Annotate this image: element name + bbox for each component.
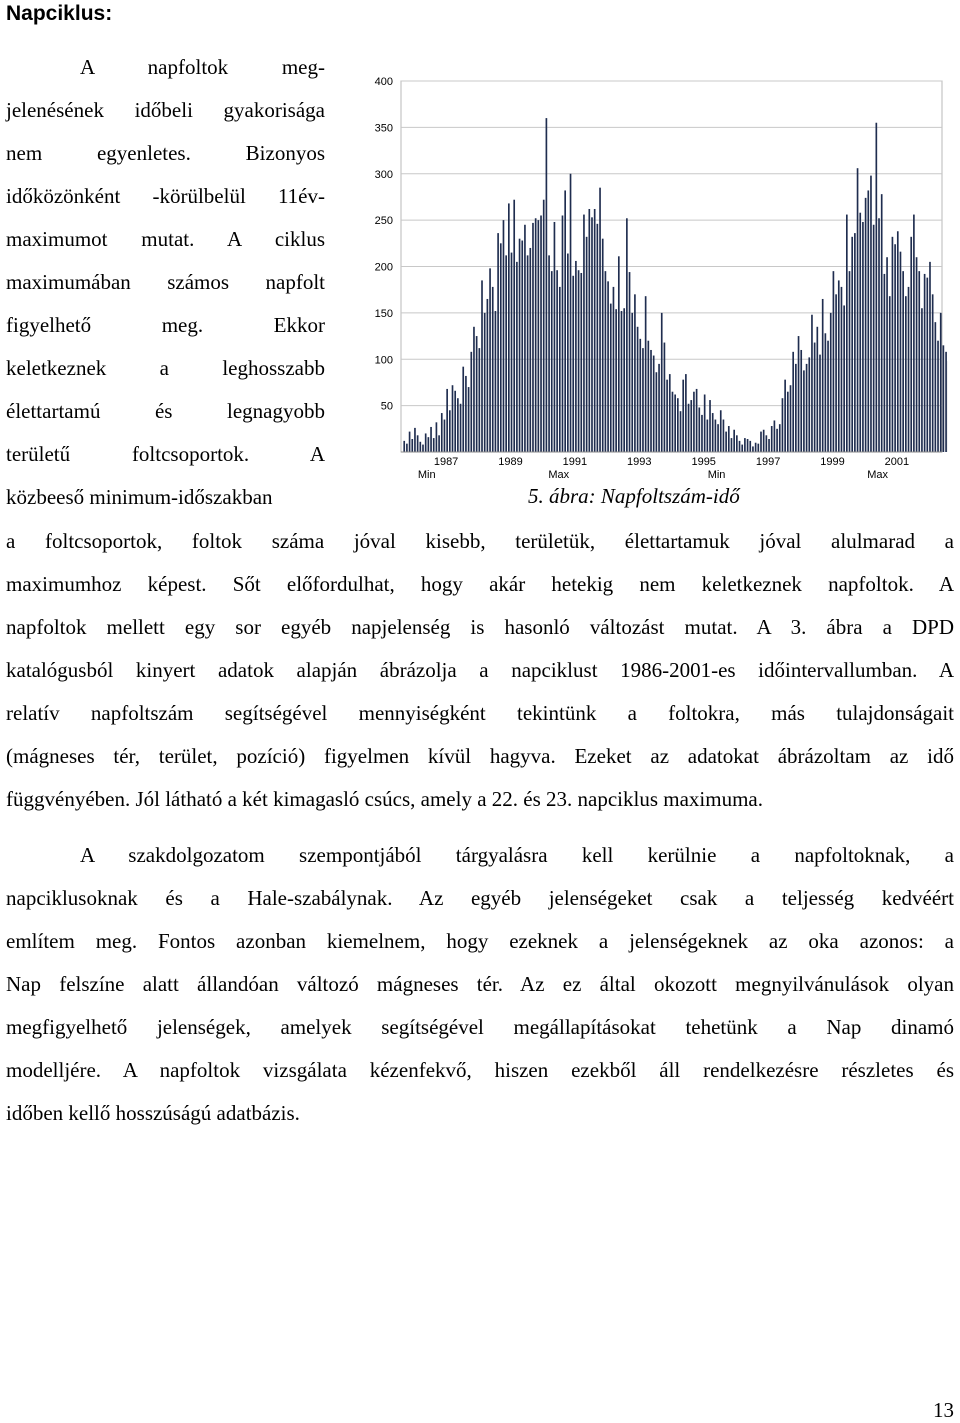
chart-bar: [597, 224, 599, 452]
chart-bar: [739, 441, 741, 452]
chart-bar: [658, 364, 660, 452]
chart-bar: [908, 287, 910, 452]
chart-bar: [876, 123, 878, 452]
chart-bar: [881, 194, 883, 452]
chart-bar: [696, 389, 698, 452]
chart-bar: [438, 435, 440, 452]
chart-bar: [744, 438, 746, 452]
figure-caption: 5. ábra: Napfoltszám-idő: [528, 484, 740, 509]
chart-bar: [478, 348, 480, 452]
x-tick-label: 1987: [434, 456, 458, 468]
chart-bar: [543, 200, 545, 452]
chart-bar: [666, 380, 668, 452]
chart-bar: [910, 237, 912, 452]
chart-bar: [859, 213, 861, 452]
paragraph2-line: A szakdolgozatom szempontjából tárgyalásra kell kerülnie a napfoltoknak, a: [6, 834, 954, 877]
sunspot-chart-svg: [368, 72, 948, 484]
chart-bar: [867, 190, 869, 452]
intro-line: közbeeső minimum-időszakban: [6, 480, 325, 523]
chart-bar: [800, 350, 802, 452]
chart-bar: [556, 270, 558, 452]
chart-bar: [572, 276, 574, 452]
chart-bar: [610, 304, 612, 452]
chart-bar: [806, 364, 808, 452]
paragraph2-line: modelljére. A napfoltok vizsgálata kézenfekvő, hiszen ezekből áll rendelkezésre részletes és: [6, 1049, 954, 1092]
y-tick-label: 300: [375, 169, 393, 181]
paragraph2-line: Nap felszíne alatt állandóan változó mágneses tér. Az ez által okozott megnyilvánulások olyan: [6, 963, 954, 1006]
phase-label: Max: [867, 469, 888, 481]
chart-bar: [693, 392, 695, 452]
y-tick-label: 350: [375, 122, 393, 134]
chart-bar: [819, 355, 821, 452]
chart-bar: [664, 343, 666, 452]
chart-bar: [529, 248, 531, 452]
chart-bar: [538, 220, 540, 452]
chart-bar: [505, 255, 507, 452]
intro-line: élettartamú és legnagyobb: [6, 394, 325, 437]
intro-line: A napfoltok meg-: [6, 50, 325, 93]
chart-bar: [757, 444, 759, 452]
chart-bar: [476, 336, 478, 452]
y-tick-label: 250: [375, 215, 393, 227]
x-tick-label: 1999: [820, 456, 844, 468]
y-tick-label: 50: [381, 401, 393, 413]
chart-bar: [527, 255, 529, 452]
chart-bar: [605, 271, 607, 452]
chart-bar: [642, 348, 644, 452]
chart-bar: [519, 239, 521, 452]
chart-bar: [508, 203, 510, 452]
chart-bar: [747, 439, 749, 452]
chart-bar: [766, 435, 768, 452]
chart-bar: [481, 280, 483, 452]
chart-bar: [637, 327, 639, 452]
chart-bar: [816, 327, 818, 452]
chart-bar: [792, 352, 794, 452]
chart-bar: [841, 287, 843, 452]
chart-bar: [795, 364, 797, 452]
intro-line: területű foltcsoportok. A: [6, 437, 325, 480]
chart-bar: [559, 287, 561, 452]
chart-bar: [674, 394, 676, 452]
chart-bar: [409, 432, 411, 452]
chart-bar: [798, 336, 800, 452]
chart-bar: [731, 438, 733, 452]
chart-bar: [540, 215, 542, 452]
chart-bar: [929, 262, 931, 452]
chart-bar: [878, 218, 880, 452]
x-tick-label: 1991: [563, 456, 587, 468]
chart-bar: [406, 444, 408, 452]
chart-bar: [892, 237, 894, 452]
y-tick-label: 200: [375, 262, 393, 274]
chart-bar: [835, 294, 837, 452]
chart-bar: [851, 237, 853, 452]
chart-bar: [833, 271, 835, 452]
chart-bar: [454, 391, 456, 452]
chart-bar: [444, 420, 446, 452]
chart-bar: [487, 299, 489, 452]
chart-bar: [554, 222, 556, 452]
chart-bar: [918, 271, 920, 452]
chart-bar: [784, 380, 786, 452]
chart-bar: [808, 357, 810, 452]
chart-bar: [790, 385, 792, 452]
chart-bar: [873, 225, 875, 452]
chart-bar: [484, 313, 486, 452]
paragraph1-line: napfoltok mellett egy sor egyéb napjelenség is hasonló változást mutat. A 3. ábra a DPD: [6, 606, 954, 649]
chart-bar: [645, 296, 647, 452]
chart-bar: [763, 430, 765, 452]
paragraph-2: [6, 834, 954, 1135]
x-tick-label: 1989: [498, 456, 522, 468]
chart-bar: [717, 424, 719, 452]
chart-bar: [924, 274, 926, 452]
chart-bar: [417, 435, 419, 452]
x-tick-label: 1997: [756, 456, 780, 468]
chart-bar: [653, 356, 655, 452]
chart-bar: [857, 168, 859, 452]
chart-bar: [562, 215, 564, 452]
chart-bar: [932, 294, 934, 452]
chart-bar: [567, 254, 569, 452]
chart-bar: [462, 367, 464, 452]
chart-bar: [564, 190, 566, 452]
chart-bar: [854, 233, 856, 452]
chart-bar: [846, 215, 848, 452]
chart-bar: [685, 374, 687, 452]
paragraph-1: [6, 520, 954, 821]
chart-bar: [513, 200, 515, 452]
chart-bar: [588, 209, 590, 452]
y-tick-label: 400: [375, 76, 393, 88]
chart-bar: [803, 370, 805, 452]
chart-bar: [680, 411, 682, 452]
chart-bar: [511, 253, 513, 452]
chart-bar: [599, 188, 601, 452]
intro-line: jelenésének időbeli gyakorisága: [6, 93, 325, 136]
chart-bar: [457, 398, 459, 452]
intro-line: nem egyenletes. Bizonyos: [6, 136, 325, 179]
chart-bar: [774, 420, 776, 452]
chart-bar: [707, 420, 709, 452]
chart-bar: [768, 439, 770, 452]
chart-bar: [548, 255, 550, 452]
chart-bar: [814, 343, 816, 452]
chart-bar: [749, 441, 751, 452]
chart-bar: [889, 296, 891, 452]
chart-bar: [532, 223, 534, 452]
chart-bar: [460, 404, 462, 452]
chart-bar: [937, 341, 939, 452]
chart-bar: [902, 271, 904, 452]
y-tick-label: 100: [375, 354, 393, 366]
intro-line: keletkeznek a leghosszabb: [6, 351, 325, 394]
chart-bar: [521, 241, 523, 452]
chart-bar: [618, 256, 620, 452]
chart-bar: [830, 313, 832, 452]
chart-bar: [935, 322, 937, 452]
chart-bar: [943, 345, 945, 452]
chart-bar: [755, 443, 757, 452]
x-tick-label: 1993: [627, 456, 651, 468]
chart-bar: [677, 398, 679, 452]
chart-bar: [497, 233, 499, 452]
chart-bar: [419, 442, 421, 452]
chart-bar: [500, 243, 502, 452]
chart-bar: [704, 394, 706, 452]
chart-bar: [926, 278, 928, 452]
chart-bar: [905, 296, 907, 452]
chart-bar: [411, 439, 413, 452]
chart-bar: [811, 315, 813, 452]
chart-bar: [626, 218, 628, 452]
paragraph1-line: (mágneses tér, terület, pozíció) figyelmen kívül hagyva. Ezeket az adatokat ábrázoltam az idő: [6, 735, 954, 778]
phase-label: Max: [548, 469, 569, 481]
chart-bar: [465, 376, 467, 452]
paragraph1-line: katalógusból kinyert adatok alapján ábrázolja a napciklust 1986-2001-es időintervallumban. A: [6, 649, 954, 692]
chart-bar: [865, 198, 867, 452]
paragraph1-line: a foltcsoportok, foltok száma jóval kisebb, területük, élettartamuk jóval alulmarad a: [6, 520, 954, 563]
sunspot-chart: [368, 72, 948, 484]
chart-bar: [656, 372, 658, 452]
paragraph1-line: függvényében. Jól látható a két kimagasló csúcs, amely a 22. és 23. napciklus maximuma.: [6, 778, 954, 821]
chart-bar: [822, 299, 824, 452]
paragraph2-line: időben kellő hosszúságú adatbázis.: [6, 1092, 954, 1135]
chart-bar: [771, 426, 773, 452]
chart-bar: [733, 430, 735, 452]
chart-bar: [650, 350, 652, 452]
intro-line: maximumában számos napfolt: [6, 265, 325, 308]
chart-bar: [900, 252, 902, 452]
chart-bar: [669, 374, 671, 452]
chart-bar: [503, 220, 505, 452]
chart-bar: [741, 445, 743, 452]
chart-bar: [583, 215, 585, 452]
chart-bar: [940, 313, 942, 452]
x-tick-label: 2001: [885, 456, 909, 468]
chart-bar: [623, 308, 625, 452]
chart-bar: [473, 327, 475, 452]
chart-bar: [715, 420, 717, 452]
chart-bar: [886, 257, 888, 452]
chart-bar: [470, 352, 472, 452]
chart-bar: [682, 380, 684, 452]
chart-bar: [430, 427, 432, 452]
chart-bar: [661, 313, 663, 452]
chart-bar: [647, 341, 649, 452]
chart-bar: [779, 424, 781, 452]
chart-bar: [728, 426, 730, 452]
chart-bar: [594, 209, 596, 452]
chart-bar: [422, 445, 424, 452]
chart-bar: [862, 222, 864, 452]
phase-label: Min: [708, 469, 726, 481]
chart-bar: [524, 225, 526, 452]
chart-bar: [720, 410, 722, 452]
chart-bar: [578, 270, 580, 452]
chart-bar: [752, 446, 754, 452]
chart-bar: [546, 118, 548, 452]
chart-bar: [452, 385, 454, 452]
chart-bar: [849, 271, 851, 452]
chart-bar: [489, 268, 491, 452]
chart-bar: [591, 217, 593, 452]
intro-line: időközönként -körülbelül 11év-: [6, 179, 325, 222]
chart-bar: [492, 287, 494, 452]
chart-bar: [468, 387, 470, 452]
chart-bar: [602, 239, 604, 452]
chart-bar: [607, 281, 609, 452]
chart-bar: [698, 407, 700, 452]
intro-line: figyelhető meg. Ekkor: [6, 308, 325, 351]
x-tick-label: 1995: [691, 456, 715, 468]
paragraph2-line: megfigyelhető jelenségek, amelyek segítségével megállapításokat tehetünk a Nap dinamó: [6, 1006, 954, 1049]
chart-bar: [787, 392, 789, 452]
chart-bar: [884, 274, 886, 452]
chart-bar: [712, 413, 714, 452]
phase-label: Min: [418, 469, 436, 481]
chart-bar: [629, 272, 631, 452]
chart-bar: [894, 244, 896, 452]
chart-bar: [535, 218, 537, 452]
chart-bar: [921, 308, 923, 452]
chart-bar: [843, 305, 845, 452]
chart-bar: [403, 441, 405, 452]
chart-bar: [639, 339, 641, 452]
paragraph2-line: napciklusoknak és a Hale-szabálynak. Az egyéb jelenségeket csak a teljesség kedvéért: [6, 877, 954, 920]
chart-bar: [495, 311, 497, 452]
chart-bar: [827, 341, 829, 452]
page-number: 13: [933, 1398, 954, 1423]
chart-bar: [414, 428, 416, 452]
chart-bar: [551, 271, 553, 452]
chart-bar: [736, 435, 738, 452]
chart-bar: [776, 429, 778, 452]
chart-bar: [688, 404, 690, 452]
chart-bar: [672, 392, 674, 452]
chart-bar: [838, 280, 840, 452]
chart-bar: [436, 422, 438, 452]
chart-bar: [621, 311, 623, 452]
chart-bar: [701, 415, 703, 452]
intro-text-column: [6, 50, 325, 523]
chart-bar: [570, 174, 572, 452]
section-title: Napciklus:: [6, 2, 112, 26]
chart-bar: [825, 333, 827, 452]
chart-bar: [634, 294, 636, 452]
paragraph1-line: maximumhoz képest. Sőt előfordulhat, hogy akár hetekig nem keletkeznek napfoltok. A: [6, 563, 954, 606]
chart-bar: [760, 432, 762, 452]
chart-bar: [945, 352, 947, 452]
chart-bar: [449, 410, 451, 452]
chart-bar: [575, 261, 577, 452]
chart-bar: [428, 437, 430, 452]
chart-bar: [631, 313, 633, 452]
chart-bar: [613, 287, 615, 452]
chart-bar: [615, 309, 617, 452]
y-tick-label: 150: [375, 308, 393, 320]
chart-bar: [723, 420, 725, 452]
chart-bar: [446, 389, 448, 452]
chart-bar: [425, 433, 427, 452]
chart-bar: [433, 438, 435, 452]
chart-bar: [782, 398, 784, 452]
chart-bar: [916, 257, 918, 452]
chart-bar: [690, 400, 692, 452]
chart-bar: [441, 413, 443, 452]
chart-bar: [586, 237, 588, 452]
intro-line: maximumot mutat. A ciklus: [6, 222, 325, 265]
chart-bar: [516, 262, 518, 452]
paragraph1-line: relatív napfoltszám segítségével mennyiségként tekintünk a foltokra, más tulajdonságait: [6, 692, 954, 735]
paragraph2-line: említem meg. Fontos azonban kiemelnem, hogy ezeknek a jelenségeknek az oka azonos: a: [6, 920, 954, 963]
chart-bar: [913, 215, 915, 452]
chart-bar: [870, 176, 872, 452]
chart-bar: [897, 231, 899, 452]
chart-bar: [725, 432, 727, 452]
chart-bar: [580, 273, 582, 452]
chart-bar: [709, 400, 711, 452]
